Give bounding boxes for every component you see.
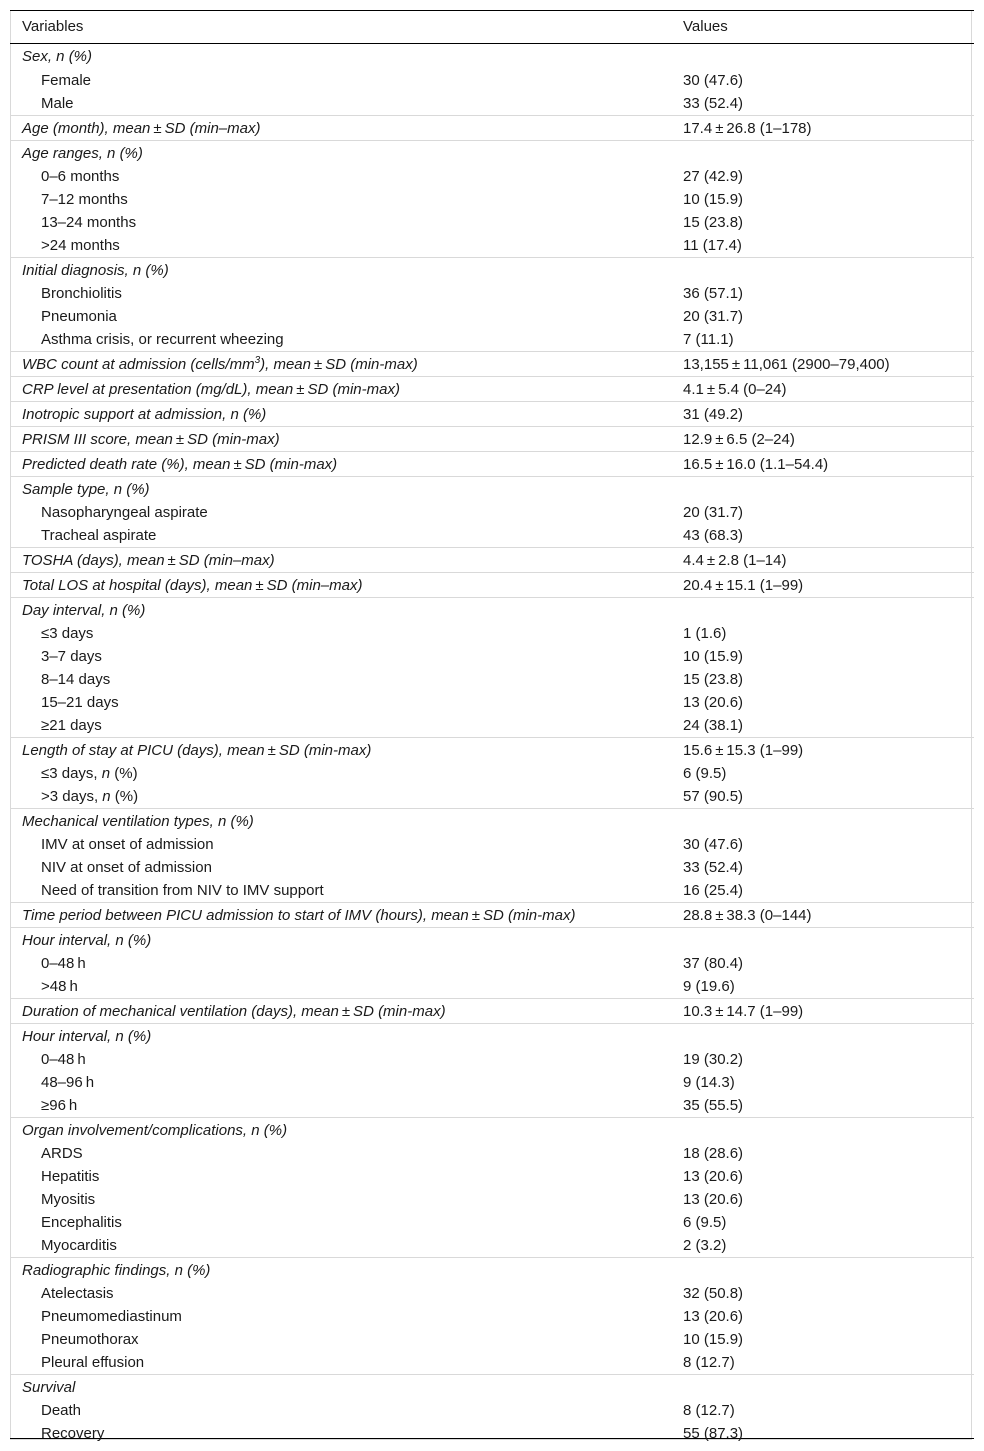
category-label: Mechanical ventilation types, n (%) [22,813,254,830]
subitem-label: 13–24 months [41,214,137,231]
value-cell: 16 (25.4) [683,882,744,899]
value-cell: 30 (47.6) [683,836,744,853]
table-row [10,856,974,879]
subitem-label: IMV at onset of admission [41,836,214,853]
table-row [10,1328,974,1351]
table-row [10,69,974,92]
value-cell: 33 (52.4) [683,859,744,876]
value-cell: 13 (20.6) [683,1191,744,1208]
table-row [10,44,974,69]
table-row [10,401,974,426]
category-label: WBC count at admission $(cells/mm^3)$, mean ± SD (min-max) [22,355,418,373]
subitem-label: >24 months [41,237,120,254]
column-header-variables: Variables [22,18,84,35]
subitem-label: 0–48 h [41,1051,86,1068]
italic-n: n [101,765,111,782]
table-row [10,808,974,833]
subitem-label: ≤3 days [41,625,94,642]
table-row [10,879,974,902]
value-cell: 13 (20.6) [683,1168,744,1185]
italic-n: n [102,788,111,805]
value-cell: 8 (12.7) [683,1354,735,1371]
table-row [10,1211,974,1234]
table-row [10,1165,974,1188]
category-label: TOSHA (days), mean ± SD (min–max) [22,552,275,569]
table-row [10,140,974,165]
value-cell: 32 (50.8) [683,1285,744,1302]
table-row [10,975,974,998]
table-row [10,188,974,211]
table-row [10,92,974,115]
category-label: Age ranges, n (%) [22,145,143,162]
value-cell: 17.4 ± 26.8 (1–178) [683,120,812,137]
subitem-label: Hepatitis [41,1168,100,1185]
value-cell: 36 (57.1) [683,285,744,302]
value-cell: 10.3 ± 14.7 (1–99) [683,1003,804,1020]
table-row [10,927,974,952]
subitem-label: Tracheal aspirate [41,527,157,544]
subitem-label: Death [41,1402,82,1419]
table-row [10,282,974,305]
category-label: Sample type, n (%) [22,481,150,498]
subitem-label: Pneumomediastinum [41,1308,182,1325]
value-cell: 12.9 ± 6.5 (2–24) [683,431,795,448]
subitem-label: >3 days, n (%) [41,788,139,805]
table-row [10,547,974,572]
table-row [10,426,974,451]
value-cell: 15 (23.8) [683,214,744,231]
value-cell: 13 (20.6) [683,1308,744,1325]
table-row [10,1374,974,1399]
table-row [10,211,974,234]
value-cell: 9 (19.6) [683,978,735,995]
value-cell: 8 (12.7) [683,1402,735,1419]
category-label: Age (month), mean ± SD (min–max) [22,120,261,137]
subitem-label: NIV at onset of admission [41,859,212,876]
subitem-label: Pneumothorax [41,1331,139,1348]
table-row [10,1305,974,1328]
table-row [10,351,974,376]
subitem-label: 3–7 days [41,648,102,665]
table-row [10,1048,974,1071]
category-label: Radiographic findings, n (%) [22,1262,211,1279]
value-cell: 15.6 ± 15.3 (1–99) [683,742,804,759]
value-cell: 43 (68.3) [683,527,744,544]
value-cell: 57 (90.5) [683,788,744,805]
table-row [10,1422,974,1445]
value-cell: 9 (14.3) [683,1074,735,1091]
value-cell: 11 (17.4) [683,237,742,254]
value-cell: 16.5 ± 16.0 (1.1–54.4) [683,456,829,473]
subitem-label: ≥21 days [41,717,102,734]
table-row [10,115,974,140]
value-cell: 28.8 ± 38.3 (0–144) [683,907,812,924]
subitem-label: Female [41,72,92,89]
table-row [10,785,974,808]
category-label: Inotropic support at admission, n (%) [22,406,267,423]
category-label: PRISM III score, mean ± SD (min-max) [22,431,280,448]
value-cell: 13 (20.6) [683,694,744,711]
value-cell: 37 (80.4) [683,955,744,972]
category-label: Initial diagnosis, n (%) [22,262,169,279]
subitem-label: Myocarditis [41,1237,117,1254]
table-row [10,1234,974,1257]
table-row [10,451,974,476]
value-cell: 7 (11.1) [683,331,734,348]
table-row [10,1094,974,1117]
table-top-rule [10,10,974,11]
table-row [10,234,974,257]
value-cell: 4.1 ± 5.4 (0–24) [683,381,787,398]
table-row [10,376,974,401]
table-row [10,691,974,714]
subitem-label: ≤3 days, n (%) [41,765,138,782]
table-row [10,902,974,927]
table-row [10,1188,974,1211]
table-row [10,1117,974,1142]
subitem-label: 15–21 days [41,694,119,711]
table-row [10,952,974,975]
table-row [10,1351,974,1374]
table-row [10,714,974,737]
value-cell: 24 (38.1) [683,717,744,734]
category-label: Survival [22,1379,76,1396]
category-label: Duration of mechanical ventilation (days), mean ± SD (min-max) [22,1003,446,1020]
subitem-label: Pneumonia [41,308,117,325]
table-row [10,622,974,645]
category-label: Organ involvement/complications, n (%) [22,1122,288,1139]
subitem-label: Myositis [41,1191,96,1208]
table-row [10,668,974,691]
category-label: Day interval, n (%) [22,602,146,619]
value-cell: 20.4 ± 15.1 (1–99) [683,577,804,594]
subitem-label: ARDS [41,1145,83,1162]
subitem-label: ≥96 h [41,1097,78,1114]
category-label: Hour interval, n (%) [22,932,152,949]
value-cell: 6 (9.5) [683,1214,727,1231]
subitem-label: Male [41,95,74,112]
value-cell: 33 (52.4) [683,95,744,112]
subitem-label: Nasopharyngeal aspirate [41,504,208,521]
value-cell: 19 (30.2) [683,1051,744,1068]
table-row [10,328,974,351]
table-row [10,1399,974,1422]
subitem-label: Encephalitis [41,1214,122,1231]
value-cell: 10 (15.9) [683,648,744,665]
subitem-label: >48 h [41,978,78,995]
value-cell: 4.4 ± 2.8 (1–14) [683,552,787,569]
superscript: 3 [254,355,261,366]
value-cell: 27 (42.9) [683,168,744,185]
category-label: Sex, n (%) [22,48,93,65]
table-row [10,524,974,547]
table-row [10,762,974,785]
table-row [10,1282,974,1305]
table-row [10,1142,974,1165]
value-cell: 31 (49.2) [683,406,744,423]
table-row [10,1257,974,1282]
subitem-label: 48–96 h [41,1074,95,1091]
value-cell: 30 (47.6) [683,72,744,89]
table-row [10,572,974,597]
subitem-label: Atelectasis [41,1285,114,1302]
table-row [10,257,974,282]
subitem-label: Asthma crisis, or recurrent wheezing [41,331,284,348]
table-row [10,737,974,762]
value-cell: 18 (28.6) [683,1145,744,1162]
category-label: Predicted death rate (%), mean ± SD (min-max) [22,456,338,473]
table-row [10,1071,974,1094]
subitem-label: 8–14 days [41,671,111,688]
table-row [10,476,974,501]
subitem-label: Bronchiolitis [41,285,122,302]
subitem-label: 0–6 months [41,168,120,185]
value-cell: 6 (9.5) [683,765,727,782]
table-row [10,305,974,328]
subitem-label: Pleural effusion [41,1354,145,1371]
value-cell: 20 (31.7) [683,504,744,521]
value-cell: 55 (87.3) [683,1425,744,1442]
value-cell: 15 (23.8) [683,671,744,688]
table-row [10,597,974,622]
subitem-label: 7–12 months [41,191,128,208]
value-cell: 10 (15.9) [683,191,744,208]
column-header-values: Values [683,18,728,35]
value-cell: 20 (31.7) [683,308,744,325]
value-cell: 2 (3.2) [683,1237,727,1254]
value-cell: 13,155 ± 11,061 (2900–79,400) [683,356,890,373]
category-label: Hour interval, n (%) [22,1028,152,1045]
table-row [10,833,974,856]
category-label: CRP level at presentation (mg/dL), mean ± SD (min-max) [22,381,400,398]
value-cell: 1 (1.6) [683,625,727,642]
category-label: Length of stay at PICU (days), mean ± SD (min-max) [22,742,372,759]
table-row [10,645,974,668]
value-cell: 10 (15.9) [683,1331,744,1348]
subitem-label: Need of transition from NIV to IMV support [41,882,324,899]
value-cell: 35 (55.5) [683,1097,744,1114]
subitem-label: Recovery [41,1425,105,1442]
category-label: Time period between PICU admission to start of IMV (hours), mean ± SD (min-max) [22,907,576,924]
category-label: Total LOS at hospital (days), mean ± SD (min–max) [22,577,363,594]
table-row [10,1023,974,1048]
table-row [10,165,974,188]
table-row [10,501,974,524]
table-body [10,44,974,1445]
table-row [10,998,974,1023]
subitem-label: 0–48 h [41,955,86,972]
